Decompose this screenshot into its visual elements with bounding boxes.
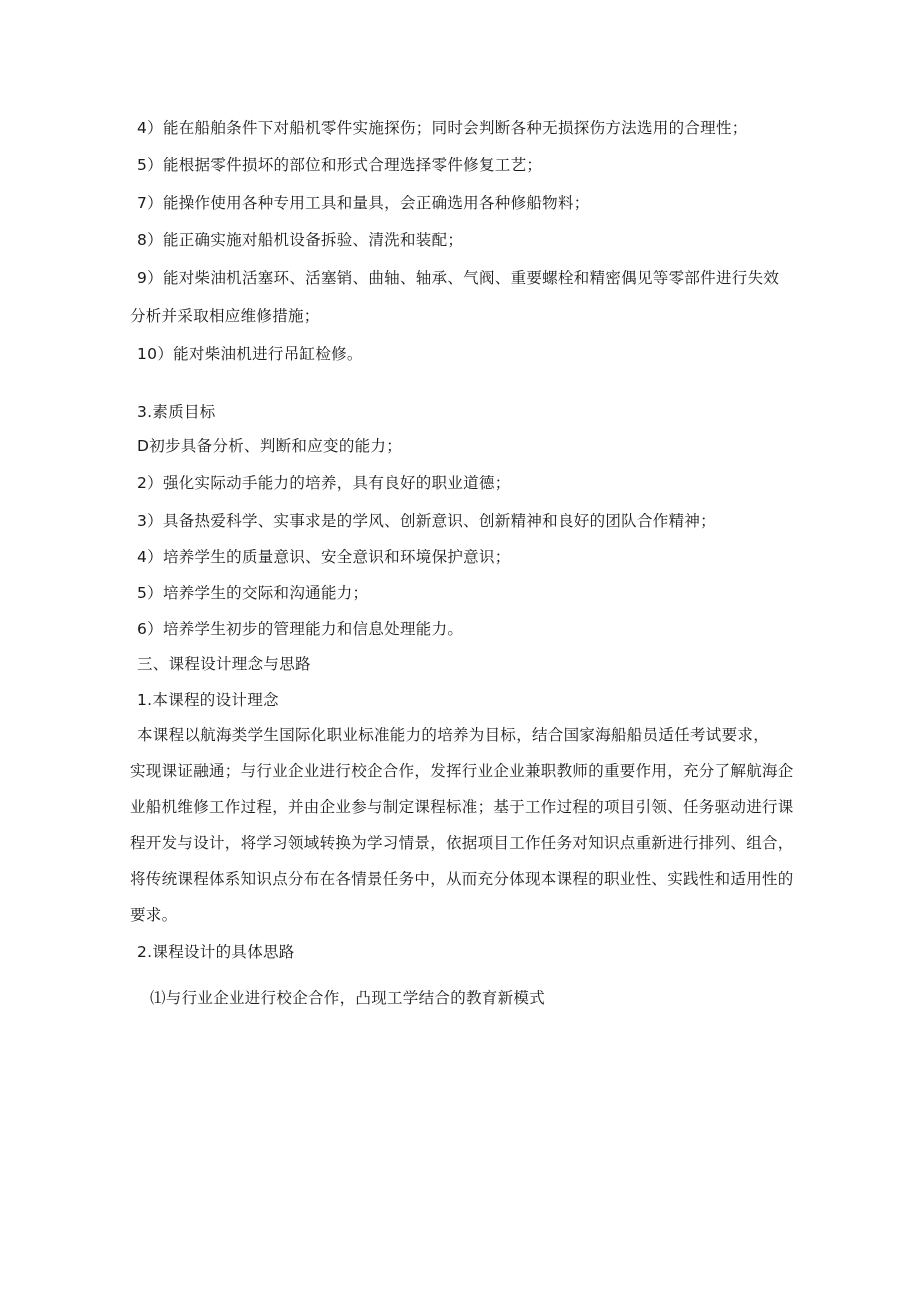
approach-item-1: ⑴与行业企业进行校企合作，凸现工学结合的教育新模式 [150, 989, 546, 1007]
quality-item-3: 3）具备热爱科学、实事求是的学风、创新意识、创新精神和良好的团队合作精神； [137, 512, 716, 530]
skill-item-9-line-1: 9）能对柴油机活塞环、活塞销、曲轴、轴承、气阀、重要螺栓和精密偶见等零部件进行失效 [137, 269, 780, 287]
skill-item-9-line-2: 分析并采取相应维修措施； [130, 307, 320, 325]
concept-paragraph-line-4: 程开发与设计，将学习领域转换为学习情景，依据项目工作任务对知识点重新进行排列、组合， [130, 834, 794, 852]
skill-item-8: 8）能正确实施对船机设备拆验、清洗和装配； [137, 231, 464, 249]
quality-item-2: 2）强化实际动手能力的培养，具有良好的职业道德； [137, 474, 511, 492]
quality-item-5: 5）培养学生的交际和沟通能力； [137, 584, 369, 602]
quality-item-6: 6）培养学生初步的管理能力和信息处理能力。 [137, 620, 464, 638]
concept-paragraph-line-6: 要求。 [130, 906, 178, 924]
concept-paragraph-line-5: 将传统课程体系知识点分布在各情景任务中，从而充分体现本课程的职业性、实践性和适用性的 [130, 870, 794, 888]
skill-item-5: 5）能根据零件损坏的部位和形式合理选择零件修复工艺； [137, 156, 543, 174]
skill-item-10: 10）能对柴油机进行吊缸检修。 [137, 345, 363, 363]
concept-paragraph-line-2: 实现课证融通；与行业企业进行校企合作，发挥行业企业兼职教师的重要作用，充分了解航海企 [130, 762, 794, 780]
skill-item-7: 7）能操作使用各种专用工具和量具，会正确选用各种修船物料； [137, 194, 590, 212]
section-heading-design: 三、课程设计理念与思路 [137, 655, 311, 673]
subsection-heading-concept: 1.本课程的设计理念 [137, 691, 279, 709]
quality-item-4: 4）培养学生的质量意识、安全意识和环境保护意识； [137, 548, 511, 566]
concept-paragraph-line-3: 业船机维修工作过程，并由企业参与制定课程标准；基于工作过程的项目引领、任务驱动进行课 [130, 798, 794, 816]
skill-item-4: 4）能在船舶条件下对船机零件实施探伤；同时会判断各种无损探伤方法选用的合理性； [137, 119, 748, 137]
subsection-heading-approach: 2.课程设计的具体思路 [137, 943, 295, 961]
concept-paragraph-line-1: 本课程以航海类学生国际化职业标准能力的培养为目标，结合国家海船船员适任考试要求， [137, 726, 770, 744]
quality-goals-heading: 3.素质目标 [137, 403, 216, 421]
quality-item-1: D初步具备分析、判断和应变的能力； [137, 437, 403, 455]
